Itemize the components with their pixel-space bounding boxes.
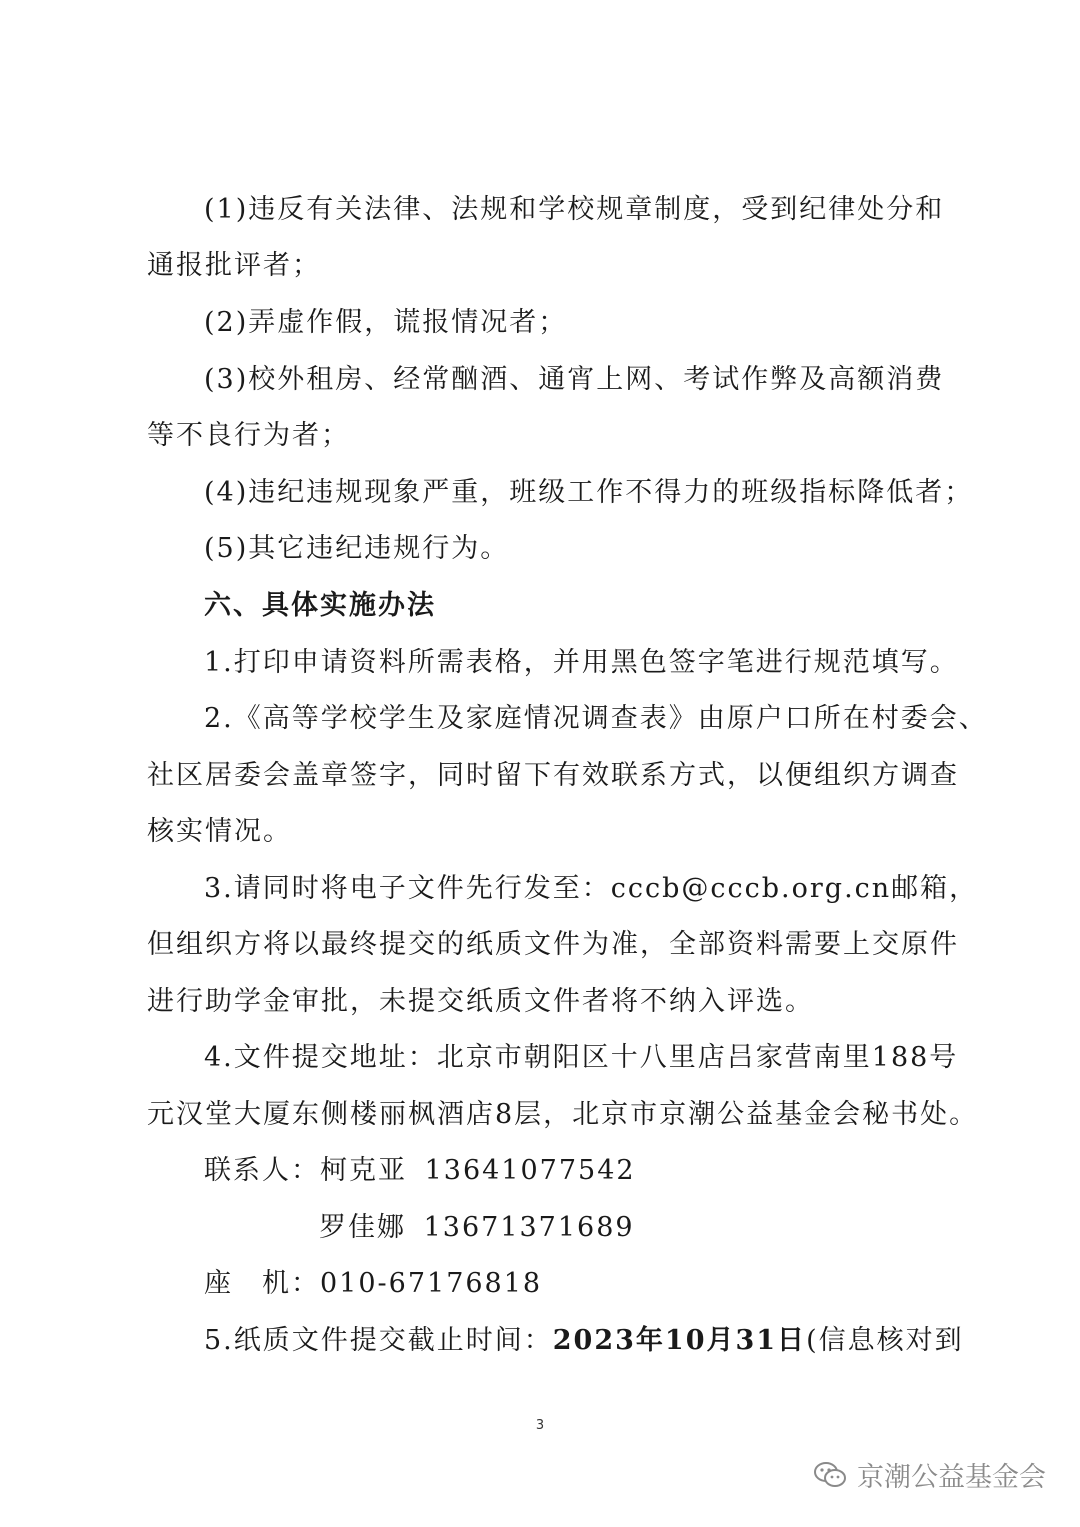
text-line: (1)违反有关法律、法规和学校规章制度，受到纪律处分和 bbox=[204, 194, 945, 225]
text-line: 核实情况。 bbox=[147, 816, 292, 847]
text-line: (4)违纪违规现象严重，班级工作不得力的班级指标降低者； bbox=[204, 477, 974, 508]
contact-phone: 13641077542 bbox=[424, 1155, 636, 1186]
contact-label: 联系人： bbox=[204, 1155, 320, 1186]
text-line: 通报批评者； bbox=[147, 250, 321, 281]
deadline-line bbox=[204, 1321, 964, 1361]
deadline-suffix: (信息核对到 bbox=[806, 1325, 964, 1356]
contact-line-2 bbox=[319, 1208, 635, 1248]
text-line: 等不良行为者； bbox=[147, 420, 350, 451]
text-line: 元汉堂大厦东侧楼丽枫酒店8层，北京市京潮公益基金会秘书处。 bbox=[147, 1099, 979, 1130]
watermark bbox=[813, 1455, 1046, 1494]
deadline-prefix: 5.纸质文件提交截止时间： bbox=[204, 1325, 553, 1356]
contact-line-1 bbox=[204, 1151, 636, 1191]
section-heading: 六、具体实施办法 bbox=[204, 590, 436, 621]
text-line: 社区居委会盖章签字，同时留下有效联系方式，以便组织方调查 bbox=[147, 760, 959, 791]
landline-label: 座 机： bbox=[204, 1268, 320, 1299]
contact-name: 柯克亚 bbox=[320, 1155, 407, 1186]
text-line: 2.《高等学校学生及家庭情况调查表》由原户口所在村委会、 bbox=[204, 703, 988, 734]
text-line: (3)校外租房、经常酗酒、通宵上网、考试作弊及高额消费 bbox=[204, 364, 945, 395]
text-line: 3.请同时将电子文件先行发至：cccb@cccb.org.cn邮箱， bbox=[204, 873, 979, 904]
contact-phone: 13671371689 bbox=[423, 1212, 635, 1243]
text-line: (5)其它违纪违规行为。 bbox=[204, 533, 510, 564]
contact-name: 罗佳娜 bbox=[319, 1212, 406, 1243]
watermark-text: 京潮公益基金会 bbox=[857, 1462, 1046, 1493]
text-line: 4.文件提交地址：北京市朝阳区十八里店吕家营南里188号 bbox=[204, 1042, 959, 1073]
landline-line bbox=[204, 1264, 542, 1304]
text-line: 进行助学金审批，未提交纸质文件者将不纳入评选。 bbox=[147, 986, 814, 1017]
landline-number: 010-67176818 bbox=[320, 1268, 543, 1299]
wechat-icon bbox=[813, 1460, 847, 1490]
page-number: 3 bbox=[535, 1418, 545, 1433]
text-line: 但组织方将以最终提交的纸质文件为准，全部资料需要上交原件 bbox=[147, 929, 959, 960]
deadline-date: 2023年10月31日 bbox=[552, 1325, 807, 1356]
text-line: 1.打印申请资料所需表格，并用黑色签字笔进行规范填写。 bbox=[204, 647, 959, 678]
text-line: (2)弄虚作假，谎报情况者； bbox=[204, 307, 568, 338]
